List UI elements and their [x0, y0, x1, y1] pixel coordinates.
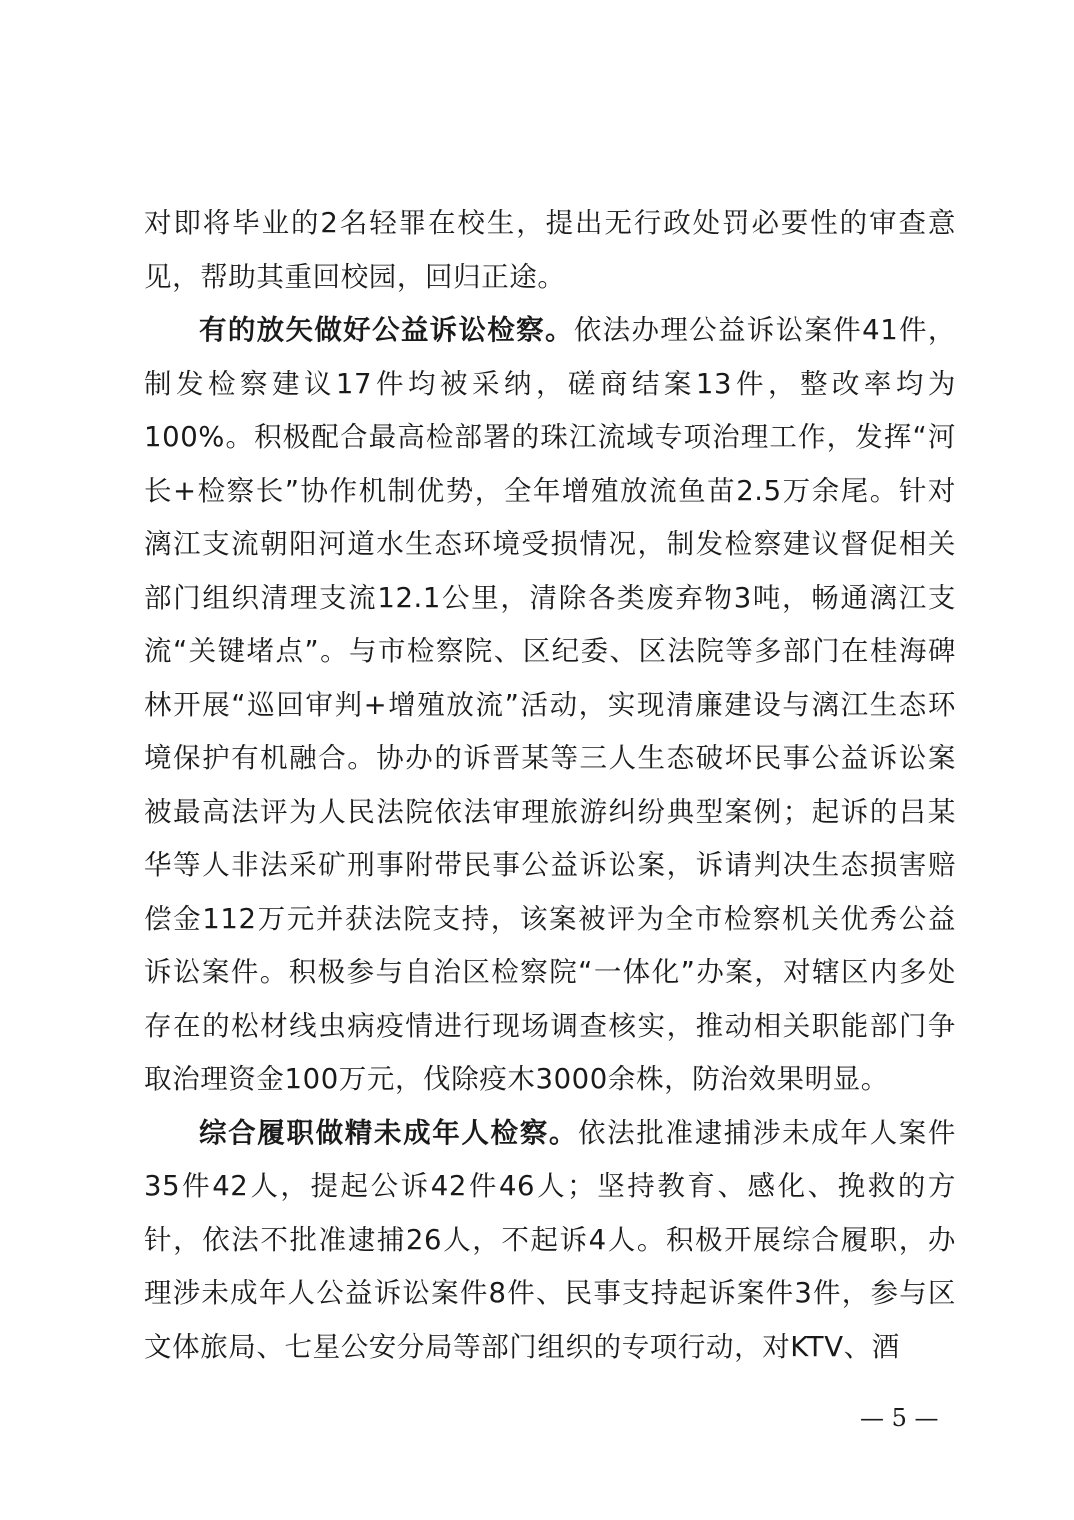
page-number: — 5 — — [860, 1404, 939, 1432]
paragraph-text: 依法批准逮捕涉未成年人案件35件42人，提起公诉42件46人；坚持教育、感化、挽救的方针，依法不批准逮捕26人，不起诉4人。积极开展综合履职，办理涉未成年人公益诉讼案件8件、民事支持起诉案件3件，参与区文体旅局、七星公安分局等部门组织的专项行动，对KTV、酒 — [144, 1116, 956, 1363]
paragraph-heading: 有的放矢做好公益诉讼检察。 — [199, 314, 574, 346]
paragraph-juvenile-procuratorate — [144, 1107, 956, 1375]
paragraph-heading: 综合履职做精未成年人检察。 — [199, 1116, 579, 1149]
paragraph-text: 依法办理公益诉讼案件41件，制发检察建议17件均被采纳，磋商结案13件，整改率均为100%。积极配合最高检部署的珠江流域专项治理工作，发挥“河长+检察长”协作机制优势，全年增殖放流鱼苗2.5万余尾。针对漓江支流朝阳河道水生态环境受损情况，制发检察建议督促相关部门组织清理支流12.1公里，清除各类废弃物3吨，畅通漓江支流“关键堵点”。与市检察院、区纪委、区法院等多部门在桂海碑林开展“巡回审判+增殖放流”活动，实现清廉建设与漓江生态环境保护有机融合。协办的诉晋某等三人生态破坏民事公益诉讼案被最高法评为人民法院依法审理旅游纠纷典型案例；起诉的吕某华等人非法采矿刑事附带民事公益诉讼案，诉请判决生态损害赔偿金112万元并获法院支持，该案被评为全市检察机关优秀公益诉讼案件。积极参与自治区检察院“一体化”办案，对辖区内多处存在的松材线虫病疫情进行现场调查核实，推动相关职能部门争取治理资金100万元，伐除疫木3000余株，防治效果明显。 — [144, 314, 956, 1095]
document-body — [144, 197, 956, 1374]
paragraph-public-interest-litigation — [144, 304, 956, 1107]
paragraph-text: 对即将毕业的2名轻罪在校生，提出无行政处罚必要性的审查意见，帮助其重回校园，回归正途。 — [144, 207, 956, 293]
paragraph-continuation — [144, 197, 956, 304]
